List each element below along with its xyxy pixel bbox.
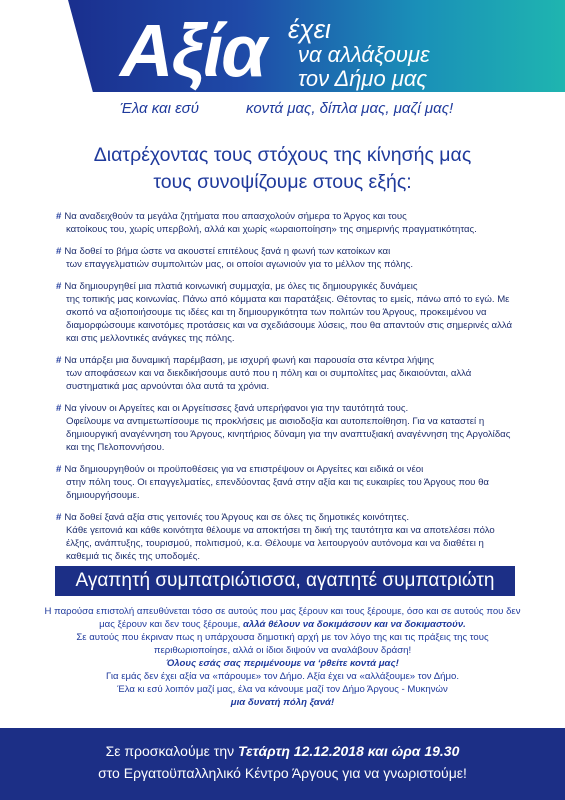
goal-item xyxy=(56,511,516,563)
goal-hash: # xyxy=(56,281,62,292)
closing-text xyxy=(40,605,525,709)
logo-word: Αξία xyxy=(120,9,266,92)
goal-item xyxy=(56,354,516,393)
goal-hash: # xyxy=(56,246,62,257)
goal-first-line: Να δοθεί το βήμα ώστε να ακουστεί επιτέλους ξανά η φωνή των κατοίκων και xyxy=(64,246,391,257)
subtitle-line1: Διατρέχοντας τους στόχους της κίνησής μας xyxy=(93,144,472,166)
footer-invitation xyxy=(0,728,565,800)
closing-p2: Σε αυτούς που έκριναν πως η υπάρχουσα δημοτική αρχή με τον λόγο της και τις πράξεις της τους περιθωριοποίησε, αλλά οι ίδιοι διψούν να αναλάβουν δράση! xyxy=(76,632,489,656)
goal-rest: στην πόλη τους. Οι επαγγελματίες, επενδύοντας ξανά στην αξία και τις ευκαιρίες του Άργους που θα δημιουργήσουμε. xyxy=(66,477,489,501)
closing-p1-text: Η παρούσα επιστολή απευθύνεται τόσο σε αυτούς που μας ξέρουν και τους ξέρουμε, όσο και σε αυτούς που δεν μας ξέρουν και δεν τους ξέρουμε, xyxy=(44,606,521,630)
header xyxy=(0,0,565,128)
closing-p1 xyxy=(40,605,525,631)
slogan-left: Έλα και εσύ xyxy=(120,100,199,117)
goal-first-line: Να γίνουν οι Αργείτες και οι Αργείτισσες ξανά υπερήφανοι για την ταυτότητά τους. xyxy=(64,403,409,414)
closing-p3: Όλους εσάς σας περιμένουμε να ‘ρθείτε κοντά μας! xyxy=(166,658,399,669)
subtitle-line2: τους συνοψίζουμε στους εξής: xyxy=(153,171,412,193)
goal-hash: # xyxy=(56,211,62,222)
goal-rest: των επαγγελματιών συμπολιτών μας, οι οποίοι αγωνιούν για το μέλλον της πόλης. xyxy=(66,259,414,270)
goal-item xyxy=(56,402,516,454)
goal-first-line: Να υπάρξει μια δυναμική παρέμβαση, με ισχυρή φωνή και παρουσία στα κέντρα λήψης xyxy=(64,355,434,366)
logo-line2: να αλλάξουμε xyxy=(298,42,430,67)
goal-first-line: Να δοθεί ξανά αξία στις γειτονιές του Άργους και σε όλες τις δημοτικές κοινότητες. xyxy=(64,512,409,523)
goal-item xyxy=(56,245,516,271)
goal-item xyxy=(56,463,516,502)
goal-rest: Οφείλουμε να αντιμετωπίσουμε τις προκλήσεις με αισιοδοξία και αυτοπεποίθηση. Για να καταστεί η δημιουργική αναγέννηση του Άργους, κινητήριος δύναμη για την αναπτυξιακή αναγέννηση της Αργολίδας και της Πελοποννήσου. xyxy=(66,416,511,453)
goal-item xyxy=(56,280,516,345)
closing-p6: μια δυνατή πόλη ξανά! xyxy=(230,697,335,708)
subtitle xyxy=(0,142,565,196)
goal-first-line: Να δημιουργηθεί μια πλατιά κοινωνική συμμαχία, με όλες τις δημιουργικές δυνάμεις xyxy=(64,281,418,292)
goal-rest: Κάθε γειτονιά και κάθε κοινότητα θέλουμε να αποκτήσει τη δική της ταυτότητα και να αποτελέσει πόλο έλξης, ανάπτυξης, τουρισμού, πολιτισμού, κ.α. Θέλουμε να λειτουργούν αυτόνομα και να διαθέτει η καθεμιά τις δικές της υποδομές. xyxy=(66,525,495,562)
goal-hash: # xyxy=(56,512,62,523)
footer-date: Τετάρτη 12.12.2018 και ώρα 19.30 xyxy=(238,743,460,759)
goal-hash: # xyxy=(56,355,62,366)
goal-rest: της τοπικής μας κοινωνίας. Πάνω από κόμματα και παρατάξεις. Θέτοντας το εμείς, πάνω από το εγώ. Με σκοπό να αξιοποιήσουμε τις ιδέες και τη δημιουργικότητα των πολιτών του Άργους, προκειμένου να διαμορφώσουμε καινοτόμες προτάσεις και να σχεδιάσουμε λύσεις, που θα απαντούν στις σημερινές αλλά και στις μελλοντικές ανάγκες της πόλης. xyxy=(66,294,513,344)
greeting-banner: Αγαπητή συμπατριώτισσα, αγαπητέ συμπατριώτη xyxy=(55,566,515,596)
closing-p4: Για εμάς δεν έχει αξία να «πάρουμε» τον Δήμο. Αξία έχει να «αλλάξουμε» τον Δήμο. xyxy=(106,671,459,682)
footer-line1 xyxy=(0,740,565,762)
logo-line3: τον Δήμο μας xyxy=(298,66,428,91)
closing-p1-bold: αλλά θέλουν να δοκιμάσουν και να δοκιμαστούν. xyxy=(242,619,466,630)
closing-p5: Έλα κι εσύ λοιπόν μαζί μας, έλα να κάνουμε μαζί τον Δήμο Άργους - Μυκηνών xyxy=(117,684,448,695)
footer-line2: στο Εργατοϋπαλληλικό Κέντρο Άργους για να γνωριστούμε! xyxy=(98,765,467,781)
goal-rest: των αποφάσεων και να διεκδικήσουμε αυτό που η πόλη και οι συμπολίτες μας δικαιούνται, αλλά συστηματικά μας αρνούνται όλα αυτά τα χρόνια. xyxy=(66,368,472,392)
goal-item xyxy=(56,210,516,236)
goal-rest: κατοίκους του, χωρίς υπερβολή, αλλά και χωρίς «ωραιοποίηση» της σημερινής πραγματικότητας. xyxy=(66,224,477,235)
footer-pre: Σε προσκαλούμε την xyxy=(105,743,235,759)
goal-hash: # xyxy=(56,403,62,414)
goal-first-line: Να αναδειχθούν τα μεγάλα ζητήματα που απασχολούν σήμερα το Άργος και τους xyxy=(64,211,407,222)
goal-first-line: Να δημιουργηθούν οι προϋποθέσεις για να επιστρέψουν οι Αργείτες και ειδικά οι νέοι xyxy=(64,464,424,475)
goals-list xyxy=(56,210,516,572)
logo-exei: έχει xyxy=(288,14,331,44)
slogan-right: κοντά μας, δίπλα μας, μαζί μας! xyxy=(246,100,454,117)
goal-hash: # xyxy=(56,464,62,475)
